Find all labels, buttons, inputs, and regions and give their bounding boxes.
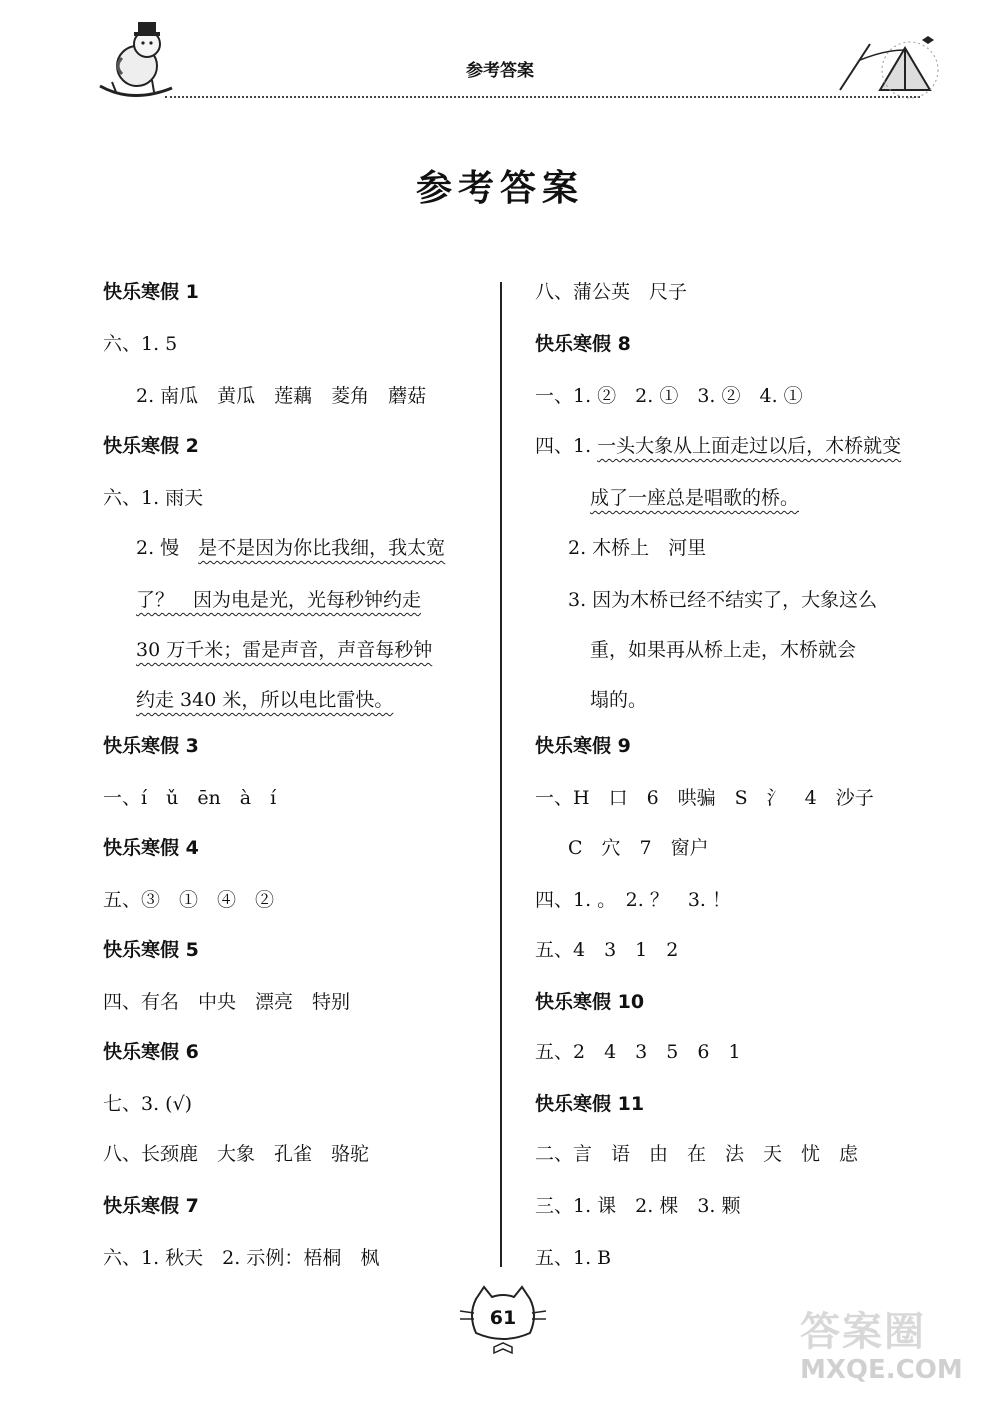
answer-text: 3. 因为木桥已经不结实了，大象这么	[568, 589, 878, 611]
answer-line	[590, 630, 856, 670]
answer-text: 六、1. 秋天 2. 示例：梧桐 枫	[103, 1247, 380, 1269]
answer-line	[535, 930, 678, 970]
answer-text: 五、1. B	[535, 1247, 612, 1269]
answer-text: 约走 340 米，所以电比雷快。	[136, 689, 394, 711]
section-heading	[103, 930, 199, 970]
answer-text: 六、1. 5	[103, 333, 178, 355]
answer-text: 六、1. 雨天	[103, 487, 204, 509]
page-title: 参考答案	[415, 168, 584, 209]
section-heading	[535, 324, 631, 364]
answer-line	[103, 1134, 369, 1174]
answer-line	[535, 1186, 741, 1226]
answer-line	[568, 828, 709, 868]
answer-line	[535, 1134, 858, 1174]
answer-line	[535, 272, 687, 312]
answer-line	[590, 680, 647, 720]
section-heading	[103, 1032, 199, 1072]
page-header	[0, 0, 1000, 110]
answer-line	[136, 528, 445, 568]
answer-text: 重，如果再从桥上走，木桥就会	[590, 639, 857, 661]
answer-text: 成了一座总是唱歌的桥。	[590, 487, 800, 509]
answer-text: 七、3. (√)	[103, 1093, 193, 1115]
answer-text: 三、1. 课 2. 棵 3. 颗	[535, 1195, 741, 1217]
answer-line	[136, 630, 432, 670]
answer-line	[103, 880, 274, 920]
section-heading-text: 快乐寒假 6	[103, 1041, 199, 1063]
section-heading	[535, 726, 631, 766]
answer-prefix: 四、1.	[535, 435, 598, 457]
header-title: 参考答案	[466, 61, 534, 81]
answer-text: 一头大象从上面走过以后，木桥就变	[597, 435, 902, 457]
answer-line	[103, 1084, 192, 1124]
answer-text: 五、4 3 1 2	[535, 939, 679, 961]
section-heading	[103, 272, 199, 312]
section-heading-text: 快乐寒假 10	[535, 991, 645, 1013]
section-heading	[103, 1186, 199, 1226]
page-footer	[458, 1285, 548, 1357]
header-dotted-rule	[165, 96, 920, 98]
answer-line	[136, 680, 393, 720]
answer-text: 四、1. 。 2. ？ 3. ！	[535, 889, 732, 911]
answer-line	[535, 880, 731, 920]
section-heading-text: 快乐寒假 3	[103, 735, 199, 757]
section-heading-text: 快乐寒假 1	[103, 281, 199, 303]
answer-text: 一、H 口 6 哄骗 S 氵 4 沙子	[535, 787, 874, 809]
watermark	[800, 1300, 980, 1400]
answer-line	[103, 324, 177, 364]
answer-text: 八、长颈鹿 大象 孔雀 骆驼	[103, 1143, 370, 1165]
answer-line	[535, 1238, 611, 1278]
answer-text: 了？ 因为电是光，光每秒钟约走	[136, 589, 422, 611]
answer-text: 二、言 语 由 在 法 天 忧 虑	[535, 1143, 859, 1165]
answer-text: 2. 木桥上 河里	[568, 537, 707, 559]
answer-text: C 穴 7 窗户	[568, 837, 709, 859]
answer-line	[136, 376, 426, 416]
answer-line	[535, 376, 803, 416]
section-heading-text: 快乐寒假 8	[535, 333, 631, 355]
answer-line	[535, 426, 901, 466]
answer-line	[590, 478, 799, 518]
answer-text: 一、1. ② 2. ① 3. ② 4. ①	[535, 385, 803, 407]
answer-line	[568, 580, 877, 620]
answer-prefix: 2. 慢	[136, 537, 199, 559]
answer-line	[535, 778, 874, 818]
tent-illustration	[830, 30, 940, 100]
answer-text: 一、í ǔ ēn à í	[103, 787, 277, 809]
section-heading-text: 快乐寒假 4	[103, 837, 199, 859]
answer-line	[568, 528, 706, 568]
answer-text: 是不是因为你比我细，我太宽	[198, 537, 446, 559]
answer-line	[103, 478, 203, 518]
answer-text: 八、蒲公英 尺子	[535, 281, 688, 303]
watermark-logo-text: 答案圈	[800, 1309, 926, 1355]
answer-text: 五、2 4 3 5 6 1	[535, 1041, 741, 1063]
answer-text: 五、③ ① ④ ②	[103, 889, 275, 911]
column-divider	[500, 282, 502, 1267]
answer-line	[103, 1238, 379, 1278]
section-heading-text: 快乐寒假 5	[103, 939, 199, 961]
answer-line	[535, 1032, 741, 1072]
answer-text: 2. 南瓜 黄瓜 莲藕 菱角 蘑菇	[136, 385, 427, 407]
section-heading	[535, 1084, 644, 1124]
watermark-url: MXQE.COM	[800, 1355, 963, 1385]
answer-text: 四、有名 中央 漂亮 特别	[103, 991, 351, 1013]
answer-text: 塌的。	[590, 689, 648, 711]
section-heading	[103, 828, 199, 868]
section-heading	[103, 726, 199, 766]
section-heading-text: 快乐寒假 9	[535, 735, 631, 757]
section-heading-text: 快乐寒假 7	[103, 1195, 199, 1217]
answer-text: 30 万千米；雷是声音，声音每秒钟	[136, 639, 433, 661]
answer-line	[103, 778, 276, 818]
section-heading-text: 快乐寒假 2	[103, 435, 199, 457]
section-heading	[103, 426, 199, 466]
section-heading-text: 快乐寒假 11	[535, 1093, 645, 1115]
answer-line	[136, 580, 421, 620]
page-number: 61	[489, 1307, 517, 1329]
answer-line	[103, 982, 350, 1022]
section-heading	[535, 982, 644, 1022]
